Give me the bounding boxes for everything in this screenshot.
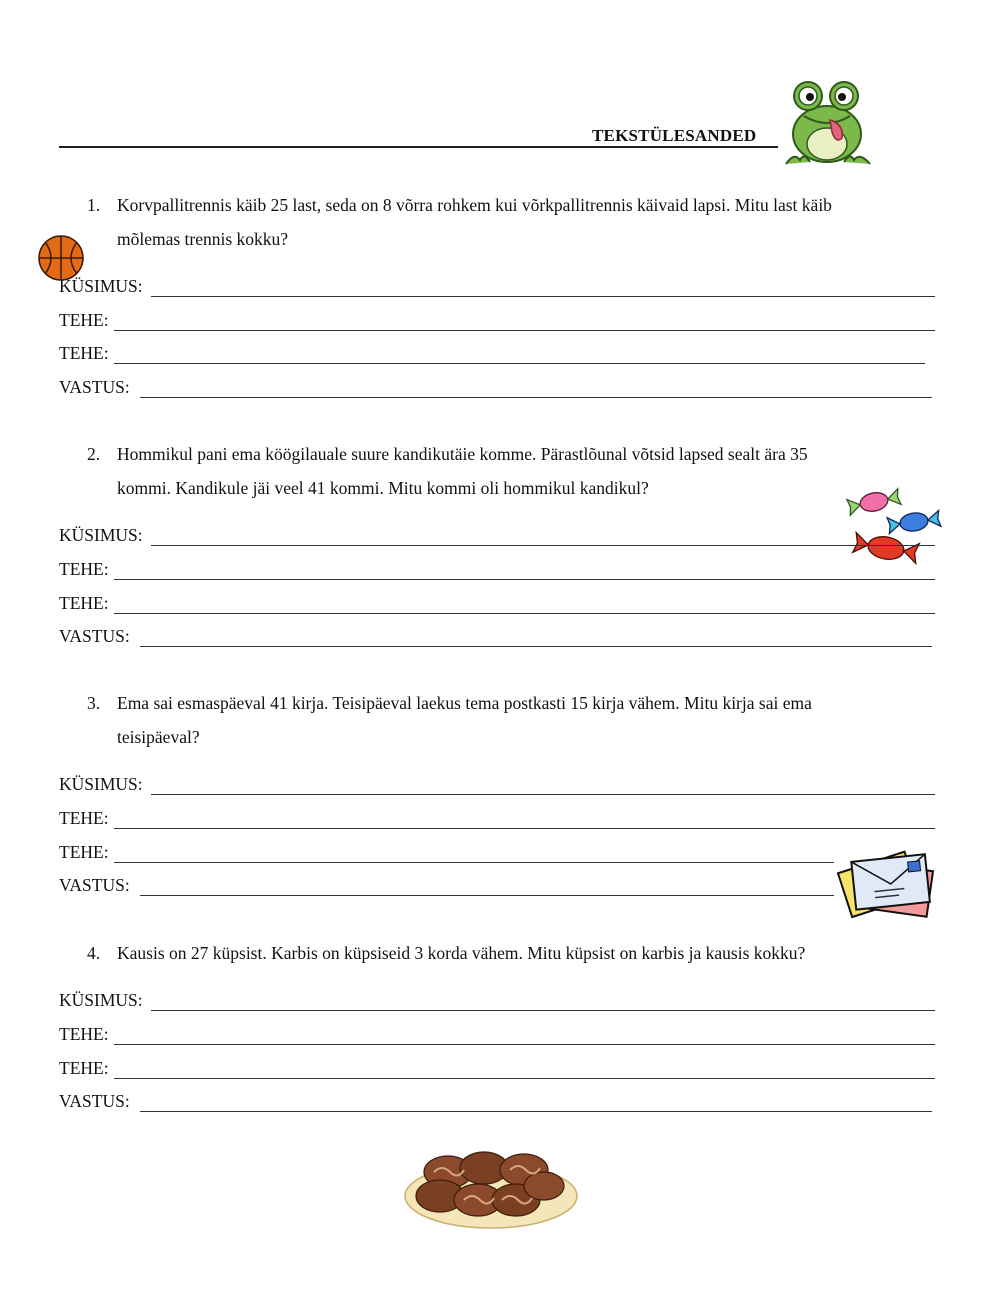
title-underline [59,146,778,148]
task-text-line: Korvpallitrennis käib 25 last, seda on 8 võrra rohkem kui võrkpallitrennis käivaid lapsi. Mitu last käib [117,195,832,215]
task-text-line: teisipäeval? [117,727,200,747]
candies-icon [844,482,944,570]
field-label: TEHE: [59,343,109,363]
field-label: KÜSIMUS: [59,276,143,296]
answer-line [151,1010,935,1011]
field-label: VASTUS: [59,626,130,646]
field-label: TEHE: [59,310,109,330]
answer-line [140,646,932,647]
answer-line [114,862,834,863]
task-text-line: kommi. Kandikule jäi veel 41 kommi. Mitu kommi oli hommikul kandikul? [117,478,649,498]
field-label: VASTUS: [59,875,130,895]
answer-line [114,330,935,331]
task-number: 4. [87,943,101,963]
field-label: TEHE: [59,808,109,828]
cookies-icon [402,1146,580,1230]
task-text-line: mõlemas trennis kokku? [117,229,289,249]
task-text-line: Hommikul pani ema köögilauale suure kandikutäie komme. Pärastlõunal võtsid lapsed sealt ära 35 [117,444,808,464]
page-title: TEKSTÜLESANDED [592,126,757,145]
field-label: TEHE: [59,1058,109,1078]
field-label: TEHE: [59,593,109,613]
field-label: TEHE: [59,1024,109,1044]
answer-line [140,397,932,398]
field-label: VASTUS: [59,377,130,397]
field-label: TEHE: [59,559,109,579]
field-label: TEHE: [59,842,109,862]
answer-line [151,296,935,297]
answer-line [114,828,935,829]
answer-line [151,794,935,795]
field-label: KÜSIMUS: [59,990,143,1010]
answer-line [114,363,925,364]
basketball-icon [37,234,85,282]
field-label: KÜSIMUS: [59,525,143,545]
answer-line [151,545,935,546]
answer-line [114,613,935,614]
answer-line [114,579,935,580]
field-label: VASTUS: [59,1091,130,1111]
task-text-line: Kausis on 27 küpsist. Karbis on küpsiseid 3 korda vähem. Mitu küpsist on karbis ja kausis kokku? [117,943,806,963]
answer-line [140,1111,932,1112]
answer-line [140,895,834,896]
task-number: 3. [87,693,101,713]
answer-line [114,1078,935,1079]
frog-icon [778,72,876,172]
task-text-line: Ema sai esmaspäeval 41 kirja. Teisipäeval laekus tema postkasti 15 kirja vähem. Mitu kirja sai ema [117,693,812,713]
task-number: 1. [87,195,101,215]
letters-icon [834,842,942,934]
task-number: 2. [87,444,101,464]
field-label: KÜSIMUS: [59,774,143,794]
answer-line [114,1044,935,1045]
